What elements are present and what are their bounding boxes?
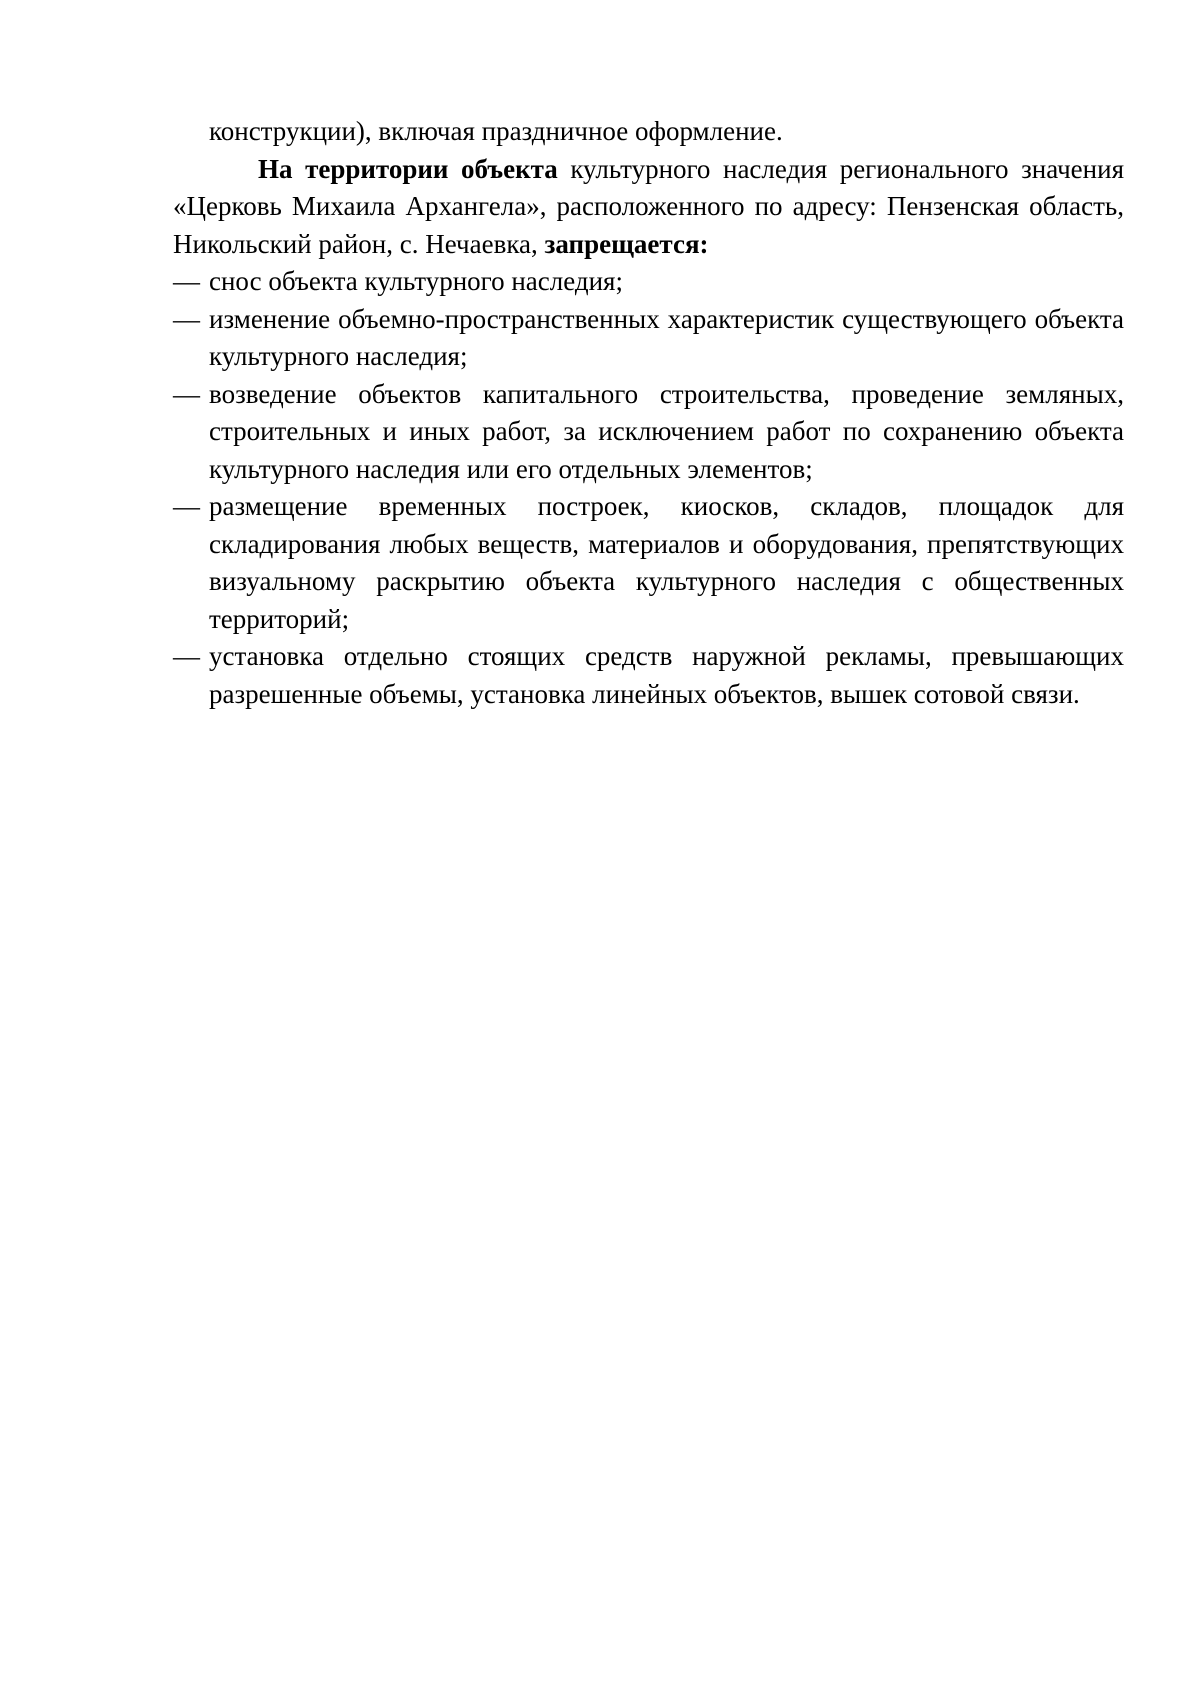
prohibitions-list	[173, 263, 1124, 713]
list-item-text: изменение объемно-пространственных характеристик существующего объекта культурного наследия;	[209, 303, 1124, 371]
list-item	[173, 263, 1124, 301]
paragraph-lead-bold: На территории объекта	[258, 153, 558, 184]
dash-bullet: —	[173, 491, 200, 521]
list-item-text: возведение объектов капитального строительства, проведение земляных, строительных и иных работ, за исключением работ по сохранению объекта культурного наследия или его отдельных элементов;	[209, 378, 1124, 484]
dash-bullet: —	[173, 641, 200, 671]
list-item-text: размещение временных построек, киосков, складов, площадок для складирования любых веществ, материалов и оборудования, препятствующих визуальному раскрытию объекта культурного наследия с общественных территорий;	[209, 491, 1124, 634]
paragraph-body: культурного наследия регионального значения «Церковь Михаила Архангела», расположенного по адресу: Пензенская область, Никольский район, с. Нечаевка,	[173, 153, 1124, 259]
list-item-text: установка отдельно стоящих средств наружной рекламы, превышающих разрешенные объемы, установка линейных объектов, вышек сотовой связи.	[209, 641, 1124, 709]
list-item	[173, 638, 1124, 713]
list-item-text: снос объекта культурного наследия;	[209, 266, 623, 296]
list-item	[173, 301, 1124, 376]
list-item	[173, 376, 1124, 489]
document-body	[173, 113, 1124, 713]
continuation-line: конструкции), включая праздничное оформление.	[209, 116, 783, 146]
dash-bullet: —	[173, 266, 200, 296]
paragraph-tail-bold: запрещается:	[544, 228, 709, 259]
list-item	[173, 488, 1124, 638]
dash-bullet: —	[173, 378, 200, 409]
dash-bullet: —	[173, 303, 200, 334]
restriction-paragraph	[173, 151, 1124, 264]
